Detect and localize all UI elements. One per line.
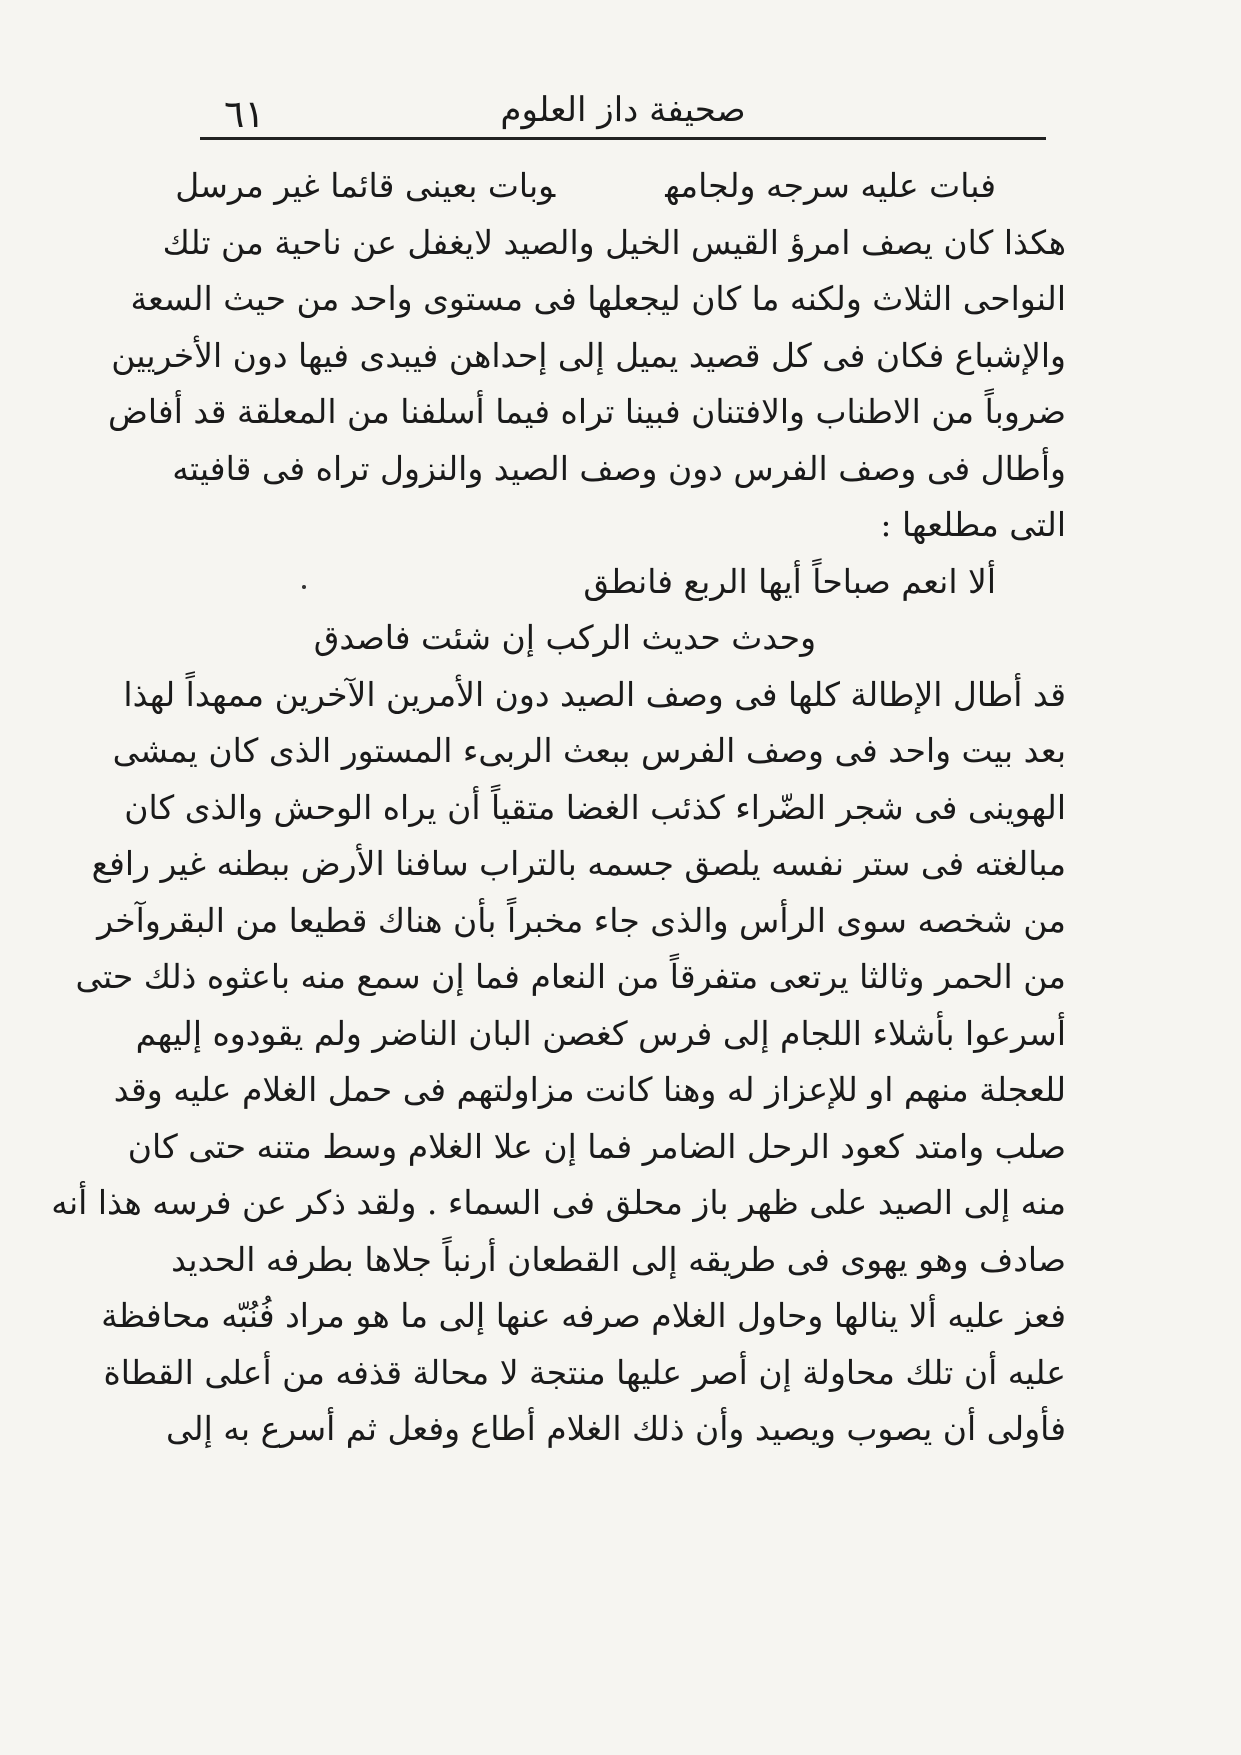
text-line: والإشباع فكان فى كل قصيد يميل إلى إحداهن فيبدى فيها دون الأخريين <box>111 335 1066 375</box>
hemistich: وبات بعينى قائما غير مرسل <box>175 166 556 205</box>
text-line: عليه أن تلك محاولة إن أصر عليها منتجة لا محالة قذفه من أعلى القطاة <box>103 1352 1066 1392</box>
text-line: أسرعوا بأشلاء اللجام إلى فرس كغصن البان الناضر ولم يقودوه إليهم <box>135 1013 1066 1053</box>
text-line: مبالغته فى ستر نفسه يلصق جسمه بالتراب سافنا الأرض ببطنه غير رافع <box>91 844 1066 883</box>
text-line: فأولى أن يصوب ويصيد وأن ذلك الغلام أطاع وفعل ثم أسرع به إلى <box>166 1409 1066 1448</box>
verse-line <box>176 158 1066 215</box>
text-line: ضروباً من الاطناب والافتنان فبينا تراه فيما أسلفنا من المعلقة قد أفاض <box>107 392 1066 431</box>
page-body <box>51 158 1066 1458</box>
hemistich: فبات عليه سرجه ولجامه <box>665 166 996 205</box>
text-line: الهوينى فى شجر الضّراء كذئب الغضا متقياً أن يراه الوحش والذى كان <box>124 787 1066 827</box>
text-line: النواحى الثلاث ولكنه ما كان ليجعلها فى مستوى واحد من حيث السعة <box>130 279 1066 318</box>
ink-speck <box>302 585 306 589</box>
text-line: هكذا كان يصف امرؤ القيس الخيل والصيد لايغفل عن ناحية من تلك <box>162 222 1066 262</box>
text-line: صلب وامتد كعود الرحل الضامر فما إن علا الغلام وسط متنه حتى كان <box>127 1126 1066 1166</box>
header-rule <box>200 137 1046 140</box>
running-title: صحيفة داز العلوم <box>500 90 746 130</box>
text-line: وأطال فى وصف الفرس دون وصف الصيد والنزول تراه فى قافيته <box>172 448 1066 488</box>
text-line: من شخصه سوى الرأس والذى جاء مخبراً بأن هناك قطيعا من البقروآخر <box>97 900 1066 940</box>
text-line: فعز عليه ألا ينالها وحاول الغلام صرفه عنها إلى ما هو مراد فُنُبّه محافظة <box>101 1296 1066 1335</box>
verse-line: ألا انعم صباحاً أيها الربع فانطق <box>583 561 996 601</box>
text-line: بعد بيت واحد فى وصف الفرس ببعث الربىء المستور الذى كان يمشى <box>112 731 1066 770</box>
text-line: صادف وهو يهوى فى طريقه إلى القطعان أرنباً جلاها بطرفه الحديد <box>171 1239 1066 1279</box>
text-line: منه إلى الصيد على ظهر باز محلق فى السماء . ولقد ذكر عن فرسه هذا أنه <box>51 1183 1066 1222</box>
page-number: ٦١ <box>224 92 265 136</box>
text-line: قد أطال الإطالة كلها فى وصف الصيد دون الأمرين الآخرين ممهداً لهذا <box>123 674 1066 714</box>
text-line: التى مطلعها : <box>880 505 1066 544</box>
verse-line: وحدث حديث الركب إن شئت فاصدق <box>313 618 816 657</box>
text-line: للعجلة منهم او للإعزاز له وهنا كانت مزاولتهم فى حمل الغلام عليه وقد <box>113 1070 1066 1109</box>
text-line: من الحمر وثالثا يرتعى متفرقاً من النعام فما إن سمع منه باعثوه ذلك حتى <box>75 957 1066 996</box>
page-header <box>200 86 1046 136</box>
